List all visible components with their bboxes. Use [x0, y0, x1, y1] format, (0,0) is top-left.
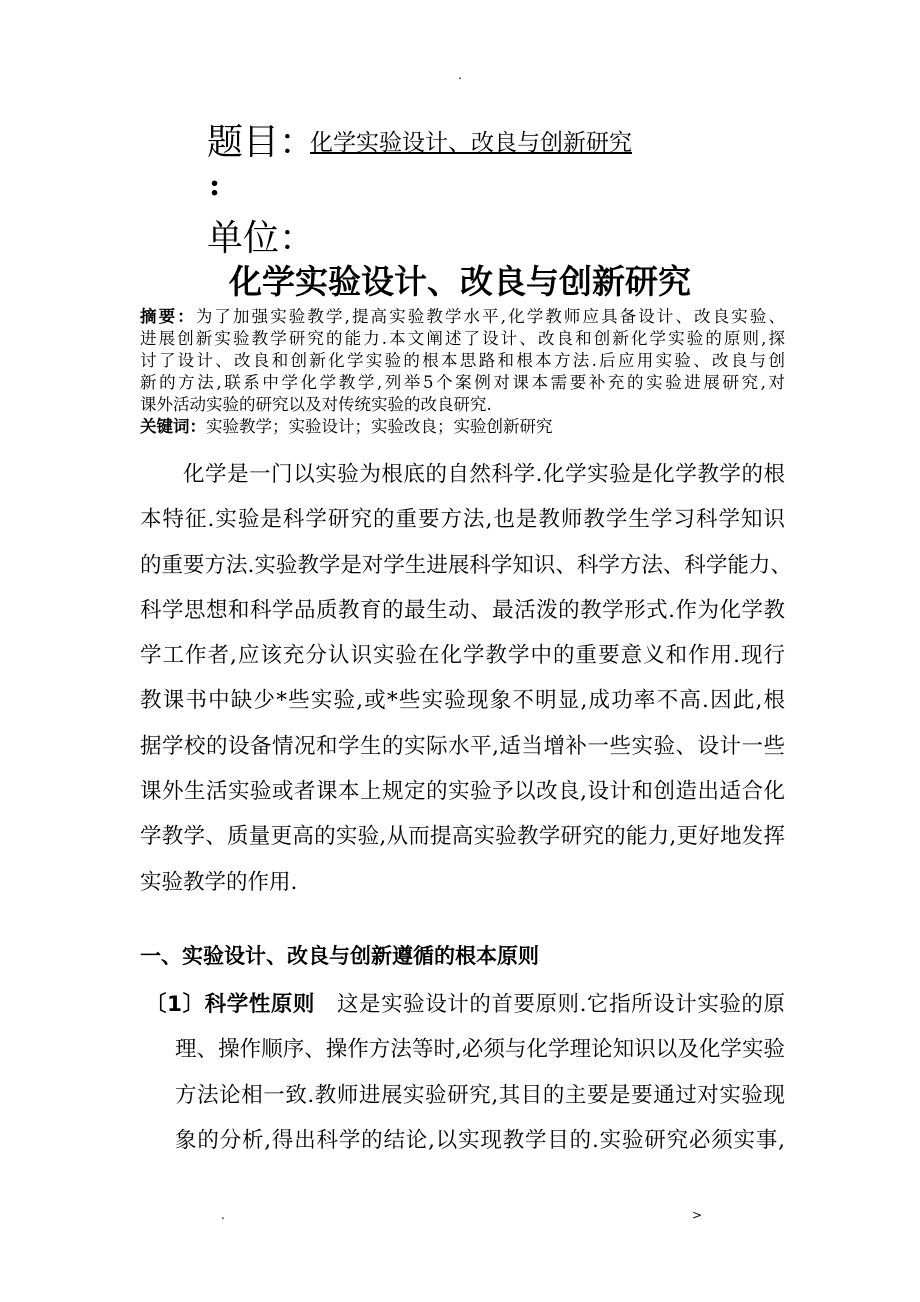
- body-line: 实验教学的作用.: [140, 869, 298, 895]
- abstract: [140, 306, 785, 438]
- abstract-line: 新的方法,联系中学化学教学,列举5个案例对课本需要补充的实验进展研究,对: [140, 373, 785, 392]
- body-line: 方法论相一致.教师进展实验研究,其目的主要是要通过对实验现: [175, 1082, 785, 1108]
- keywords-label: 关键词：: [140, 417, 206, 436]
- principle-1: [145, 982, 785, 1163]
- body-line: 课外生活实验或者课本上规定的实验予以改良,设计和创造出适合化: [140, 779, 785, 805]
- footer-right-mark: >: [692, 1208, 703, 1222]
- body-line: 象的分析,得出科学的结论,以实现教学目的.实验研究必须实事,: [175, 1127, 785, 1153]
- intro-paragraph: [140, 452, 792, 905]
- abstract-line: 讨了设计、改良和创新化学实验的根本思路和根本方法.后应用实验、改良与创: [140, 351, 785, 370]
- body-line: 教课书中缺少*些实验,或*些实验现象不明显,成功率不高.因此,根: [140, 688, 785, 714]
- body-line: 化学是一门以实验为根底的自然科学.化学实验是化学教学的根: [183, 462, 785, 487]
- abstract-label: 摘要：: [140, 307, 196, 326]
- principle-label: 〔1〕科学性原则: [145, 992, 315, 1017]
- body-line: 本特征.实验是科学研究的重要方法,也是教师教学生学习科学知识: [140, 507, 785, 533]
- body-line: 学教学、质量更高的实验,从而提高实验教学研究的能力,更好地发挥: [140, 824, 785, 850]
- body-line: 学工作者,应该充分认识实验在化学教学中的重要意义和作用.现行: [140, 643, 785, 669]
- topic-label: 题目：: [207, 122, 316, 163]
- main-title: 化学实验设计、改良与创新研究: [229, 262, 691, 301]
- topic-value: 化学实验设计、改良与创新研究: [310, 130, 632, 156]
- section-heading: 一、实验设计、改良与创新遵循的根本原则: [140, 944, 539, 968]
- body-line: 据学校的设备情况和学生的实际水平,适当增补一些实验、设计一些: [140, 733, 785, 759]
- header-mark: .: [458, 68, 462, 82]
- footer-left-mark: .: [221, 1208, 225, 1222]
- body-line: 理、操作顺序、操作方法等时,必须与化学理论知识以及化学实验: [175, 1037, 785, 1063]
- keywords: 实验教学；实验设计；实验改良；实验创新研究: [206, 417, 553, 436]
- body-line: 这是实验设计的首要原则.它指所设计实验的原: [336, 992, 785, 1017]
- body-line: 科学思想和科学品质教育的最生动、最活泼的教学形式.作为化学教: [140, 597, 785, 623]
- abstract-line: 课外活动实验的研究以及对传统实验的改良研究.: [140, 395, 492, 414]
- colon-mark: :: [209, 168, 221, 203]
- unit-label: 单位：: [207, 218, 316, 259]
- abstract-line: 进展创新实验教学研究的能力.本文阐述了设计、改良和创新化学实验的原则,探: [140, 329, 785, 348]
- body-line: 的重要方法.实验教学是对学生进展科学知识、科学方法、科学能力、: [140, 552, 792, 578]
- abstract-line: 为了加强实验教学,提高实验教学水平,化学教师应具备设计、改良实验、: [195, 307, 786, 326]
